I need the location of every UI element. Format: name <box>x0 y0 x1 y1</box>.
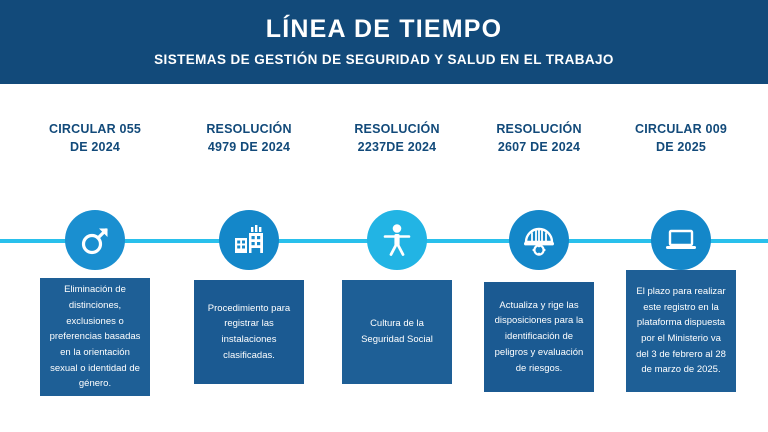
milestone-5-description: El plazo para realizar este registro en la plataforma dispuesta por el Ministerio va del 3 de febrero al 28 de marzo de 2025. <box>636 285 726 376</box>
milestone-5-label <box>604 120 758 156</box>
safety-helmet-gear-icon <box>521 224 557 256</box>
timeline-milestones <box>0 84 768 432</box>
timeline-milestone-3 <box>320 84 474 432</box>
milestone-2-label <box>172 120 326 156</box>
milestone-4-label-line2: 2607 DE 2024 <box>497 140 581 155</box>
milestone-2-description: Procedimiento para registrar las instalaciones clasificadas. <box>207 302 291 361</box>
gender-male-symbol-icon <box>78 223 112 257</box>
timeline-milestone-5 <box>604 84 758 432</box>
milestone-1-description-card <box>40 278 150 396</box>
milestone-2-label-line2: 4979 DE 2024 <box>207 140 291 155</box>
milestone-2-icon-circle <box>219 210 279 270</box>
milestone-3-description: Cultura de la Seguridad Social <box>361 318 433 345</box>
milestone-1-icon-circle <box>65 210 125 270</box>
milestone-2-description-card <box>194 280 304 384</box>
milestone-3-label-line2: 2237DE 2024 <box>357 140 437 155</box>
milestone-1-label-line1: CIRCULAR 055 <box>49 122 141 136</box>
milestone-3-label-line1: RESOLUCIÓN <box>354 122 440 136</box>
milestone-3-icon-circle <box>367 210 427 270</box>
laptop-icon <box>664 227 698 253</box>
milestone-4-description-card <box>484 282 594 392</box>
milestone-1-label <box>18 120 172 156</box>
milestone-5-description-card <box>626 270 736 392</box>
milestone-4-label <box>462 120 616 156</box>
milestone-4-label-line1: RESOLUCIÓN <box>496 122 582 136</box>
page-subtitle: SISTEMAS DE GESTIÓN DE SEGURIDAD Y SALUD EN EL TRABAJO <box>154 51 614 67</box>
milestone-2-label-line1: RESOLUCIÓN <box>206 122 292 136</box>
milestone-1-description: Eliminación de distinciones, exclusiones o preferencias basadas en la orientación sexual o identidad de género. <box>49 284 141 390</box>
timeline-milestone-4 <box>462 84 616 432</box>
timeline-milestone-1 <box>18 84 172 432</box>
milestone-5-icon-circle <box>651 210 711 270</box>
person-standing-icon <box>382 223 412 257</box>
factory-icon <box>232 224 266 256</box>
milestone-5-label-line2: DE 2025 <box>655 140 707 155</box>
milestone-5-label-line1: CIRCULAR 009 <box>635 122 727 136</box>
page-title: LÍNEA DE TIEMPO <box>265 15 503 44</box>
milestone-4-icon-circle <box>509 210 569 270</box>
milestone-3-description-card <box>342 280 452 384</box>
header-banner <box>0 0 768 84</box>
milestone-4-description: Actualiza y rige las disposiciones para la identificación de peligros y evaluación de riesgos. <box>494 299 584 374</box>
milestone-1-label-line2: DE 2024 <box>69 140 121 155</box>
milestone-3-label <box>320 120 474 156</box>
timeline-milestone-2 <box>172 84 326 432</box>
